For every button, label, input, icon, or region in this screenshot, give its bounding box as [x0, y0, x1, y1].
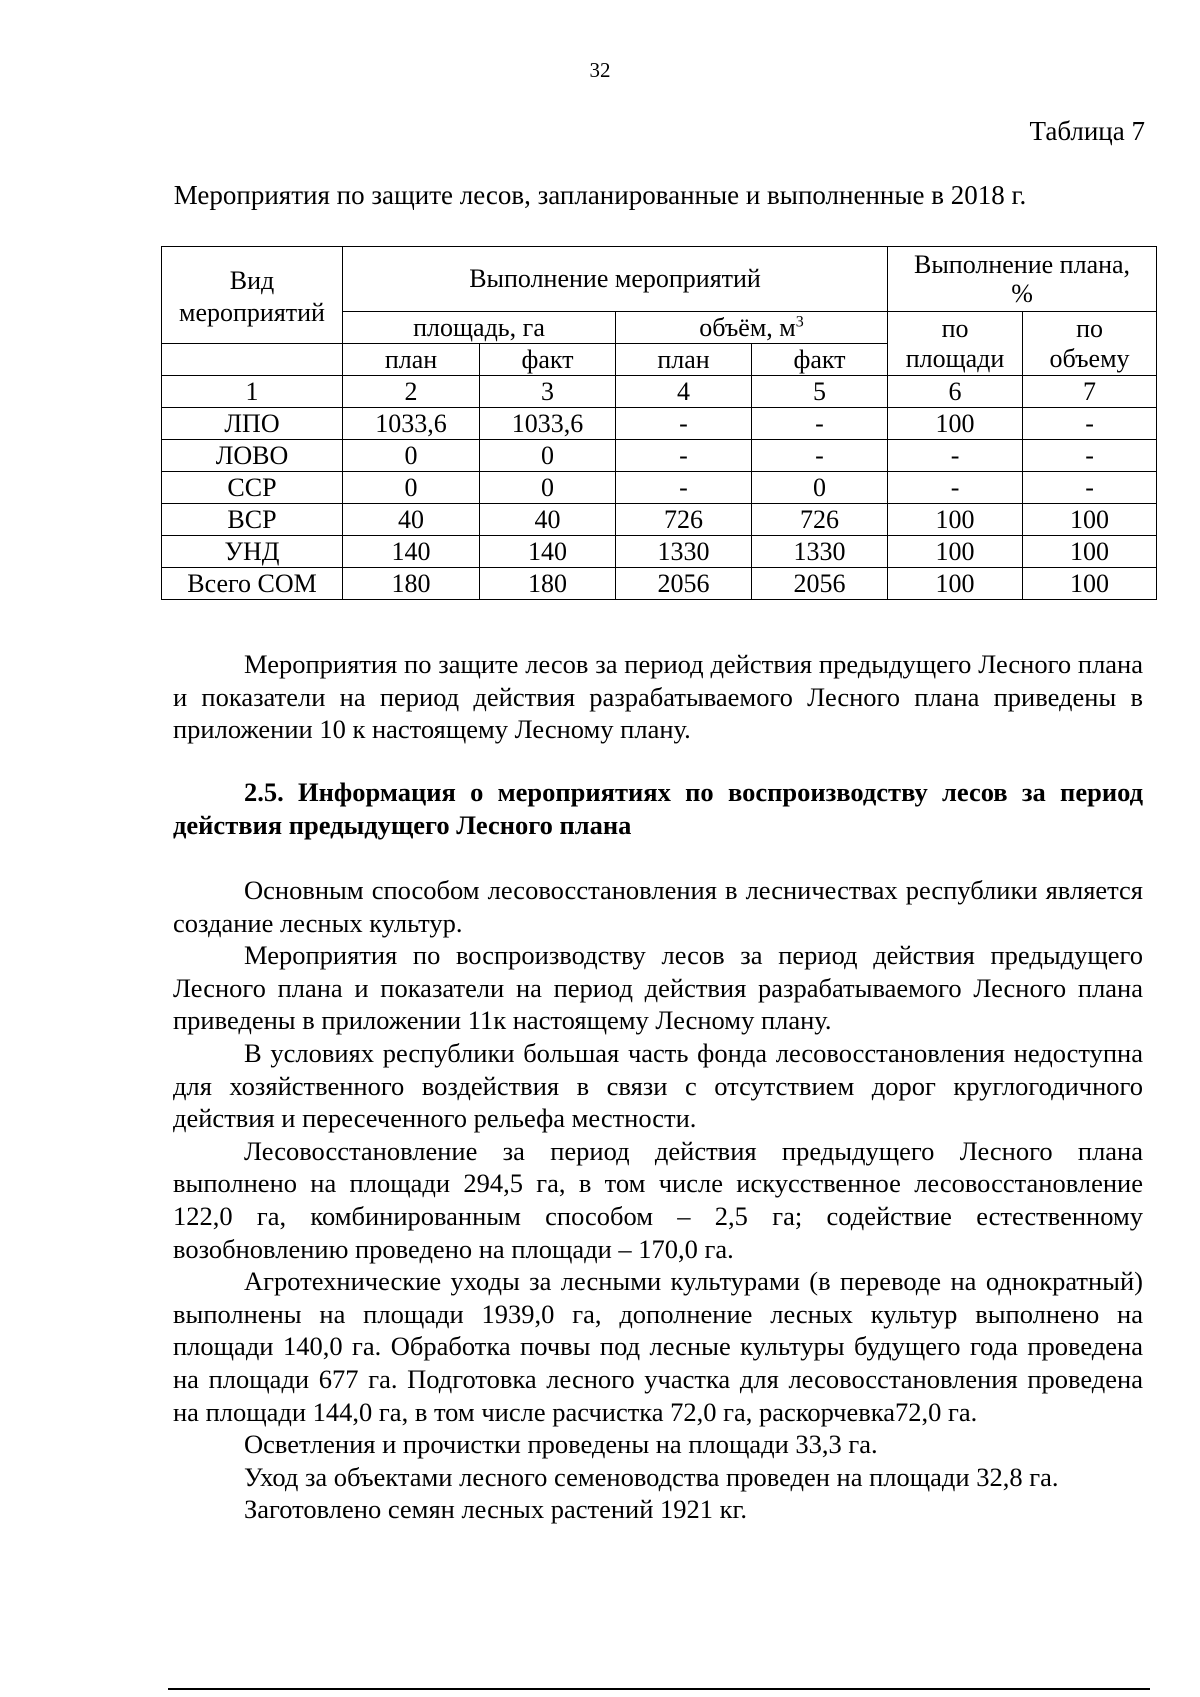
table-cell: - [1023, 472, 1157, 504]
paragraph: Основным способом лесовосстановления в лесничествах республики является создание лесных культур. [173, 875, 1143, 938]
section-heading: 2.5. Информация о мероприятиях по воспроизводству лесов за период действия предыдущего Лесного плана [173, 777, 1143, 840]
table-cell: 2056 [752, 568, 888, 600]
table-cell: 140 [480, 536, 616, 568]
header-volume [616, 312, 888, 344]
paragraph: Уход за объектами лесного семеноводства проведен на площади 32,8 га. [244, 1461, 1059, 1492]
table-cell: 100 [1023, 536, 1157, 568]
header-by-area-line2: площади [905, 343, 1005, 373]
header-fact1: факт [480, 344, 616, 376]
header-by-volume-line1: по [1076, 313, 1103, 343]
header-by-area [888, 312, 1023, 376]
table-cell: ССР [162, 472, 343, 504]
header-plan-line2: % [1011, 279, 1033, 308]
table-cell: 100 [888, 504, 1023, 536]
header-area: площадь, га [343, 312, 616, 344]
table-cell: 40 [480, 504, 616, 536]
paragraph: Заготовлено семян лесных растений 1921 кг. [244, 1494, 748, 1525]
table-cell: ЛПО [162, 408, 343, 440]
table-row [162, 536, 1157, 568]
column-number: 1 [162, 376, 343, 408]
table-cell: 726 [752, 504, 888, 536]
table-cell: - [752, 408, 888, 440]
table-cell: - [616, 440, 752, 472]
column-number: 2 [343, 376, 480, 408]
table-header-row [162, 247, 1157, 312]
header-by-volume [1023, 312, 1157, 376]
section-body [173, 874, 1143, 1526]
column-number: 5 [752, 376, 888, 408]
table-row [162, 440, 1157, 472]
table-cell: - [1023, 408, 1157, 440]
table-cell: 100 [1023, 504, 1157, 536]
header-execution: Выполнение мероприятий [343, 247, 888, 312]
table-cell: 100 [1023, 568, 1157, 600]
table-cell: ВСР [162, 504, 343, 536]
table-cell: - [888, 440, 1023, 472]
table-column-numbers [162, 376, 1157, 408]
table-cell: 2056 [616, 568, 752, 600]
page-number: 32 [589, 58, 611, 82]
table-cell: 0 [752, 472, 888, 504]
table-cell: 1330 [616, 536, 752, 568]
paragraph: Лесовосстановление за период действия предыдущего Лесного плана выполнено на площади 294,5 га, в том числе искусственное лесовосстановление 122,0 га, комбинированным способом – 2,5 га; содействие естественному возобновлению проведено на площади – 170,0 га. [173, 1135, 1143, 1264]
paragraph: Осветления и прочистки проведены на площади 33,3 га. [244, 1429, 878, 1460]
column-number: 6 [888, 376, 1023, 408]
table-cell: 0 [343, 472, 480, 504]
table-row [162, 568, 1157, 600]
table-cell: УНД [162, 536, 343, 568]
table-cell: 100 [888, 408, 1023, 440]
table-cell: - [1023, 440, 1157, 472]
header-plan-line1: Выполнение плана, [914, 250, 1131, 279]
table-row [162, 472, 1157, 504]
table-cell: - [616, 408, 752, 440]
column-number: 7 [1023, 376, 1157, 408]
table-cell: - [888, 472, 1023, 504]
header-kind-line2: мероприятий [179, 298, 325, 327]
paragraph: Мероприятия по защите лесов за период действия предыдущего Лесного плана и показатели на период действия разрабатываемого Лесного плана приведены в приложении 10 к настоящему Лесному плану. [173, 649, 1143, 745]
table-row [162, 504, 1157, 536]
column-number: 4 [616, 376, 752, 408]
table-cell: 726 [616, 504, 752, 536]
table-cell: - [752, 440, 888, 472]
header-by-volume-line2: объему [1049, 343, 1130, 373]
header-plan2: план [616, 344, 752, 376]
table-cell: 0 [480, 440, 616, 472]
table-cell: 180 [480, 568, 616, 600]
table-cell: 100 [888, 536, 1023, 568]
table-cell: 1033,6 [480, 408, 616, 440]
paragraph: Мероприятия по воспроизводству лесов за период действия предыдущего Лесного плана и показатели на период действия разрабатываемого Лесного плана приведены в приложении 11к настоящему Лесному плану. [173, 940, 1143, 1036]
column-number: 3 [480, 376, 616, 408]
table-cell: 0 [343, 440, 480, 472]
table-title: Мероприятия по защите лесов, запланированные и выполненные в 2018 г. [173, 180, 1027, 210]
table-cell: 100 [888, 568, 1023, 600]
header-by-area-line1: по [941, 313, 969, 343]
paragraph: В условиях республики большая часть фонда лесовосстановления недоступна для хозяйственного воздействия в связи с отсутствием дорог круглогодичного действия и пересеченного рельефа местности. [173, 1037, 1143, 1134]
header-kind [162, 247, 343, 344]
forest-protection-table [161, 246, 1157, 600]
table-row [162, 408, 1157, 440]
paragraph: Агротехнические уходы за лесными культурами (в переводе на однократный) выполнены на площади 1939,0 га, дополнение лесных культур выполнено на площади 140,0 га. Обработка почвы под лесные культуры будущего года проведена на площади 677 га. Подготовка лесного участка для лесовосстановления проведена на площади 144,0 га, в том числе расчистка 72,0 га, раскорчевка72,0 га. [173, 1266, 1143, 1427]
bottom-rule [168, 1688, 1150, 1690]
header-fact2: факт [752, 344, 888, 376]
table-cell: 40 [343, 504, 480, 536]
table-cell: 140 [343, 536, 480, 568]
table-cell: 1033,6 [343, 408, 480, 440]
header-plan1: план [343, 344, 480, 376]
table-cell: Всего СОМ [162, 568, 343, 600]
table-note [173, 648, 1143, 746]
table-cell: - [616, 472, 752, 504]
table-cell: ЛОВО [162, 440, 343, 472]
table-label: Таблица 7 [1029, 116, 1145, 146]
table-cell: 180 [343, 568, 480, 600]
header-kind-line1: Вид [229, 266, 275, 295]
header-volume-sup: 3 [795, 312, 804, 330]
table-cell: 1330 [752, 536, 888, 568]
header-volume-text: объём, м [699, 312, 796, 342]
header-kind-spacer [162, 344, 343, 376]
table-cell: 0 [480, 472, 616, 504]
header-plan-execution [888, 247, 1157, 312]
